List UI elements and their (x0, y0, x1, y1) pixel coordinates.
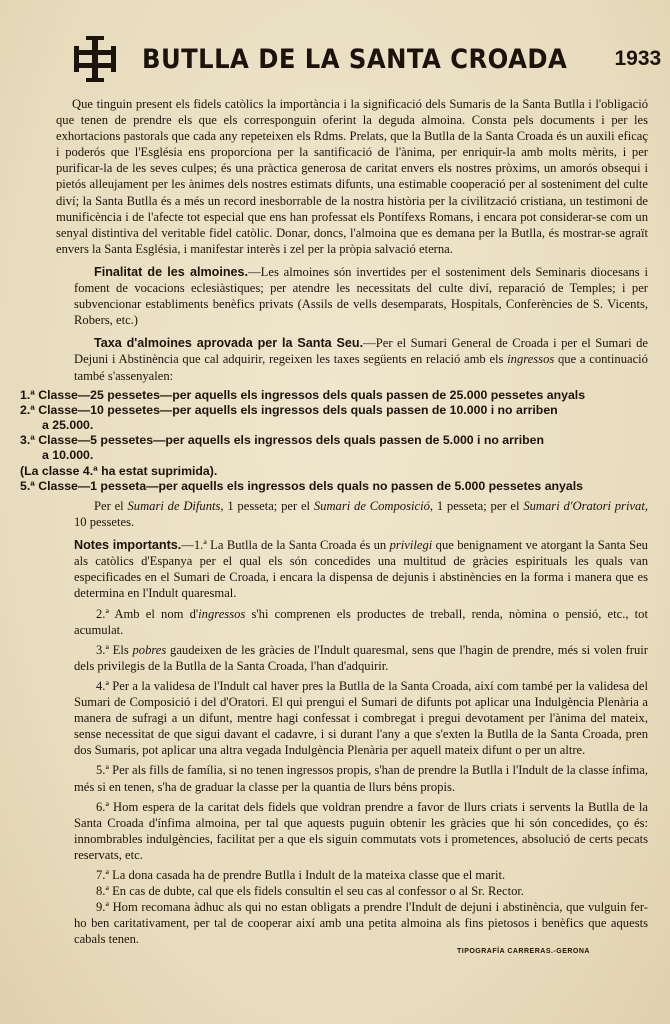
classe-list (20, 388, 648, 494)
notes-heading: Notes importants. (74, 538, 182, 553)
classe-item: (La classe 4.ª ha estat suprimida). (20, 463, 218, 478)
cross-icon (72, 36, 118, 82)
document-header (20, 36, 662, 82)
note-item: 9.ª Hom recomana àdhuc als qui no estan obligats a prendre l'Indult de dejuni i abstinència, que vulguin fer-ho ben caritativament, per tal de cooperar així amb una petita almoina als fins pietosos i benèfics que aquests cabals tenen. (74, 900, 649, 947)
classe-item: 1.ª Classe—25 pessetes—per aquells els ingressos dels quals passen de 25.000 pessetes anyals (20, 387, 586, 402)
note-item: 7.ª La dona casada ha de prendre Butlla i Indult de la mateixa classe que el marit. (96, 867, 506, 882)
intro-paragraph: Que tinguin present els fidels catòlics la importància i la significació dels Sumaris de la Santa Butlla i l'obligació que tenen de prendre els que els corresponguin oferint la deguda almoina. Consta pels documents i per les exhortacions pastorals que cada any repeteixen els Rdms. Prelats, que la Butlla de la Santa Croada és un auxili eficaç i poderós que l'Església ens proporciona per la santificació de l'ànima, per enriquir-la amb molts mèrits, i per purificar-la de les seves culpes; és una pràctica generosa de caritat envers els nostres pròxims, un amorós obsequi i pietós alleujament per les ànimes dels nostres estimats difunts, una estimable cooperació per al sosteniment del culte diví; la Santa Butlla és a més un record inesborrable de la nostra història per la civilització cristiana, un testimoni de munificència i de l'afecte tot especial que ens han professat els Pontífexs Romans, i encara pot considerar-se com un senyal distintiva del veritable fidel catòlic. Donar, doncs, l'almoina que es demana per la Butlla, és mostrar-se agraït envers la Santa Església, i manifestar interès i zel per la pròpia salvació eterna. (56, 97, 648, 256)
note-item: 3.ª Els pobres gaudeixen de les gràcies de l'Indult quaresmal, sens que l'hagin de prendre, més si volen fruir dels privilegis de la Butlla de la Santa Croada, l'han d'adquirir. (74, 642, 648, 673)
classe-item: 2.ª Classe—10 pessetes—per aquells els ingressos dels quals passen de 10.000 i no arriben a 25.000. (20, 402, 558, 432)
note-item: Notes importants.—1.ª La Butlla de la Santa Croada és un privilegi que benignament ve atorgant la Santa Seu als catòlics d'Espanya per el qual els són concedides una multitud de gràcies espirituals les quals van especificades en el Sumari de Croada, i encara la dispensa de dejunis i abstinències en la forma i manera que es determina en l'Indult quaresmal. (74, 538, 648, 601)
note-item: 2.ª Amb el nom d'ingressos s'hi comprenen els productes de treball, renda, nòmina o pensió, etc., tot acumulat. (74, 606, 648, 637)
taxa-heading: Taxa d'almoines aprovada per la Santa Seu. (94, 336, 364, 351)
note-item: 8.ª En cas de dubte, cal que els fidels consultin el seu cas al confessor o al Sr. Rector. (96, 884, 525, 899)
classe-item: 5.ª Classe—1 pesseta—per aquells els ingressos dels quals no passen de 5.000 pessetes anyals (20, 478, 583, 493)
note-item: 6.ª Hom espera de la caritat dels fidels que voldran prendre a favor de llurs criats i servents la Butlla de la Santa Croada d'ínfima almoina, per tal que aquests puguin obtenir les gràcies que hi són concedides, ço és: innombrables indulgències, facilitat per a que els siguin commutats vots i prometences, absolució de certs pecats reservats, etc. (74, 799, 648, 862)
note-item: 5.ª Per als fills de família, si no tenen ingressos propis, s'han de prendre la Butlla i l'Indult de la classe ínfima, més si en tenen, s'ha de graduar la classe per la quantia de llurs béns propis. (74, 763, 648, 794)
finalitat-heading: Finalitat de les almoines. (94, 264, 249, 279)
classe-item: 3.ª Classe—5 pessetes—per aquells els ingressos dels quals passen de 5.000 i no arriben a 10.000. (20, 433, 544, 463)
printer-credit: TIPOGRAFÍA CARRERAS.-GERONA (456, 948, 590, 955)
taxa-text-italic: ingressos (507, 352, 555, 367)
taxa-paragraph (20, 335, 648, 383)
finalitat-text: —Les almoines són invertides per el sosteniment dels Seminaris diocesans i foment de vocacions eclesiàstiques; per atendre les necessitats del culte diví, reparació de Temples; i per subvencionar establiments benèfics privats (Assils de vells desemparats, Hospitals, Conferències de S. Vicents, Robers, etc.) (74, 264, 648, 328)
finalitat-paragraph (20, 264, 648, 328)
note-item: 4.ª Per a la validesa de l'Indult cal haver pres la Butlla de la Santa Croada, així com també per la validesa del Sumari de Composició i del d'Oratori. El qui prengui el Sumari de difunts pot aplicar una Indulgència Plenària a manera de sufragi a un difunt, mentre hagi confessat i combregat i pregui devotament per l'ànima del mateix, sense necessitat de que sigui davant el cadavre, i si durant l'any a que s'exten la Butlla de la Santa Croada, pren dos Sumaris, pot aplicar una altra vegada Indulgència Plenària per aquell mateix difunt o per un altre. (74, 678, 648, 758)
sumaris-paragraph: Per el Sumari de Difunts, 1 pesseta; per el Sumari de Composició, 1 pesseta; per el Sumari d'Oratori privat, 10 pessetes. (74, 499, 648, 530)
document-title: BUTLLA DE LA SANTA CROADA (142, 43, 568, 75)
document-year: 1933 (614, 47, 662, 70)
notes-section (20, 537, 648, 947)
taxa-text-end: que a continuació també s'assenyalen: (74, 352, 648, 383)
taxa-text: —Per el Sumari General de Croada i per el Sumari de Dejuni i Abstinència que cal adquirir, regeixen les taxes següents en relació amb els (74, 336, 649, 367)
